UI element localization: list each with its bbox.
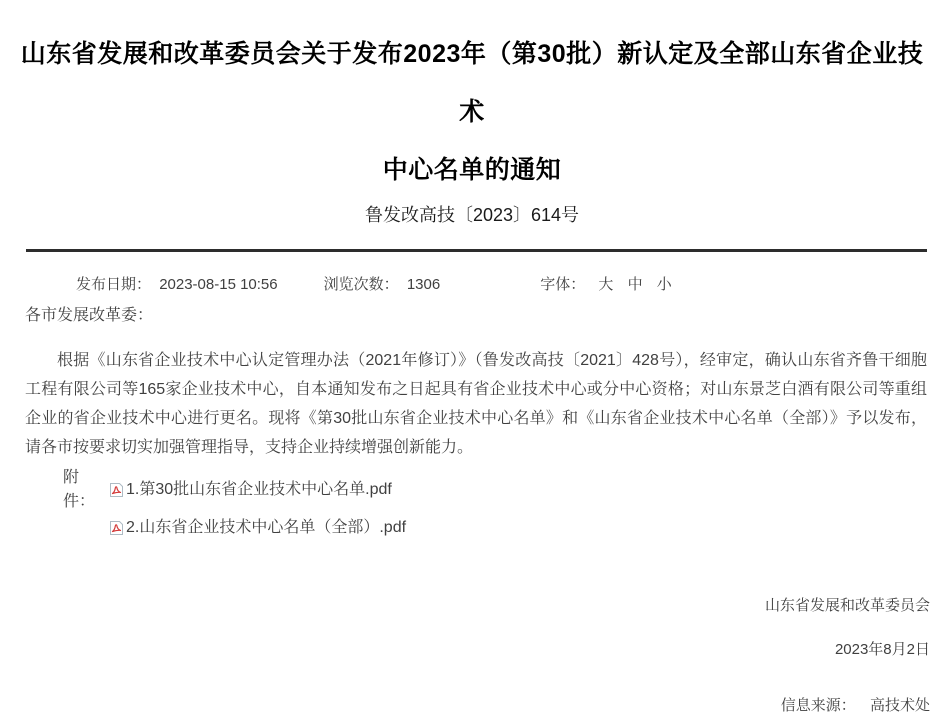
attachment-row (63, 516, 927, 540)
views-label: 浏览次数： (323, 276, 399, 293)
font-size-small-button[interactable]: 小 (656, 276, 672, 293)
font-size-large-button[interactable]: 大 (598, 276, 614, 293)
source-row (0, 696, 930, 716)
source-value: 高技术处 (869, 697, 930, 714)
attachment-link-1[interactable]: 1.第30批山东省企业技术中心名单.pdf (126, 481, 392, 498)
attachments-label: 附件： (63, 469, 96, 510)
notice-body-paragraph: 根据《山东省企业技术中心认定管理办法（2021年修订）》（鲁发改高技〔2021〕428号），经审定，确认山东省齐鲁干细胞工程有限公司等165家企业技术中心，自本通知发布之日起具有省企业技术中心或分中心资格；对山东景芝白酒有限公司等重组企业的省企业技术中心进行更名。现将《第30批山东省企业技术中心名单》和《山东省企业技术中心名单（全部）》予以发布，请各市按要求切实加强管理指导，支持企业持续增强创新能力。 (25, 352, 927, 456)
font-size-medium-button[interactable]: 中 (627, 276, 643, 293)
font-size-group (540, 275, 677, 295)
signature-block (0, 596, 930, 716)
publish-date-group (76, 275, 278, 295)
issuing-authority: 山东省发展和改革委员会 (764, 597, 930, 614)
source-label: 信息来源： (780, 697, 856, 714)
page-title-line2: 中心名单的通知 (382, 156, 562, 184)
publish-date-value: 2023-08-15 10:56 (159, 276, 278, 293)
font-size-label: 字体： (540, 276, 586, 293)
views-value: 1306 (406, 276, 441, 293)
pdf-file-icon (109, 520, 124, 536)
salutation: 各市发展改革委： (25, 307, 154, 324)
title-divider (26, 249, 927, 252)
publish-date-label: 发布日期： (76, 276, 152, 293)
attachment-row (63, 469, 927, 510)
issue-date: 2023年8月2日 (834, 641, 930, 658)
attachment-link-2[interactable]: 2.山东省企业技术中心名单（全部）.pdf (126, 519, 407, 536)
notice-page (0, 25, 944, 714)
meta-bar (26, 275, 927, 295)
pdf-file-icon (109, 482, 124, 498)
document-number: 鲁发改高技〔2023〕614号 (364, 205, 580, 225)
views-group (324, 275, 441, 295)
page-title-line1: 山东省发展和改革委员会关于发布2023年（第30批）新认定及全部山东省企业技术 (20, 40, 924, 126)
page-title (12, 25, 932, 199)
attachments-section (63, 469, 927, 540)
